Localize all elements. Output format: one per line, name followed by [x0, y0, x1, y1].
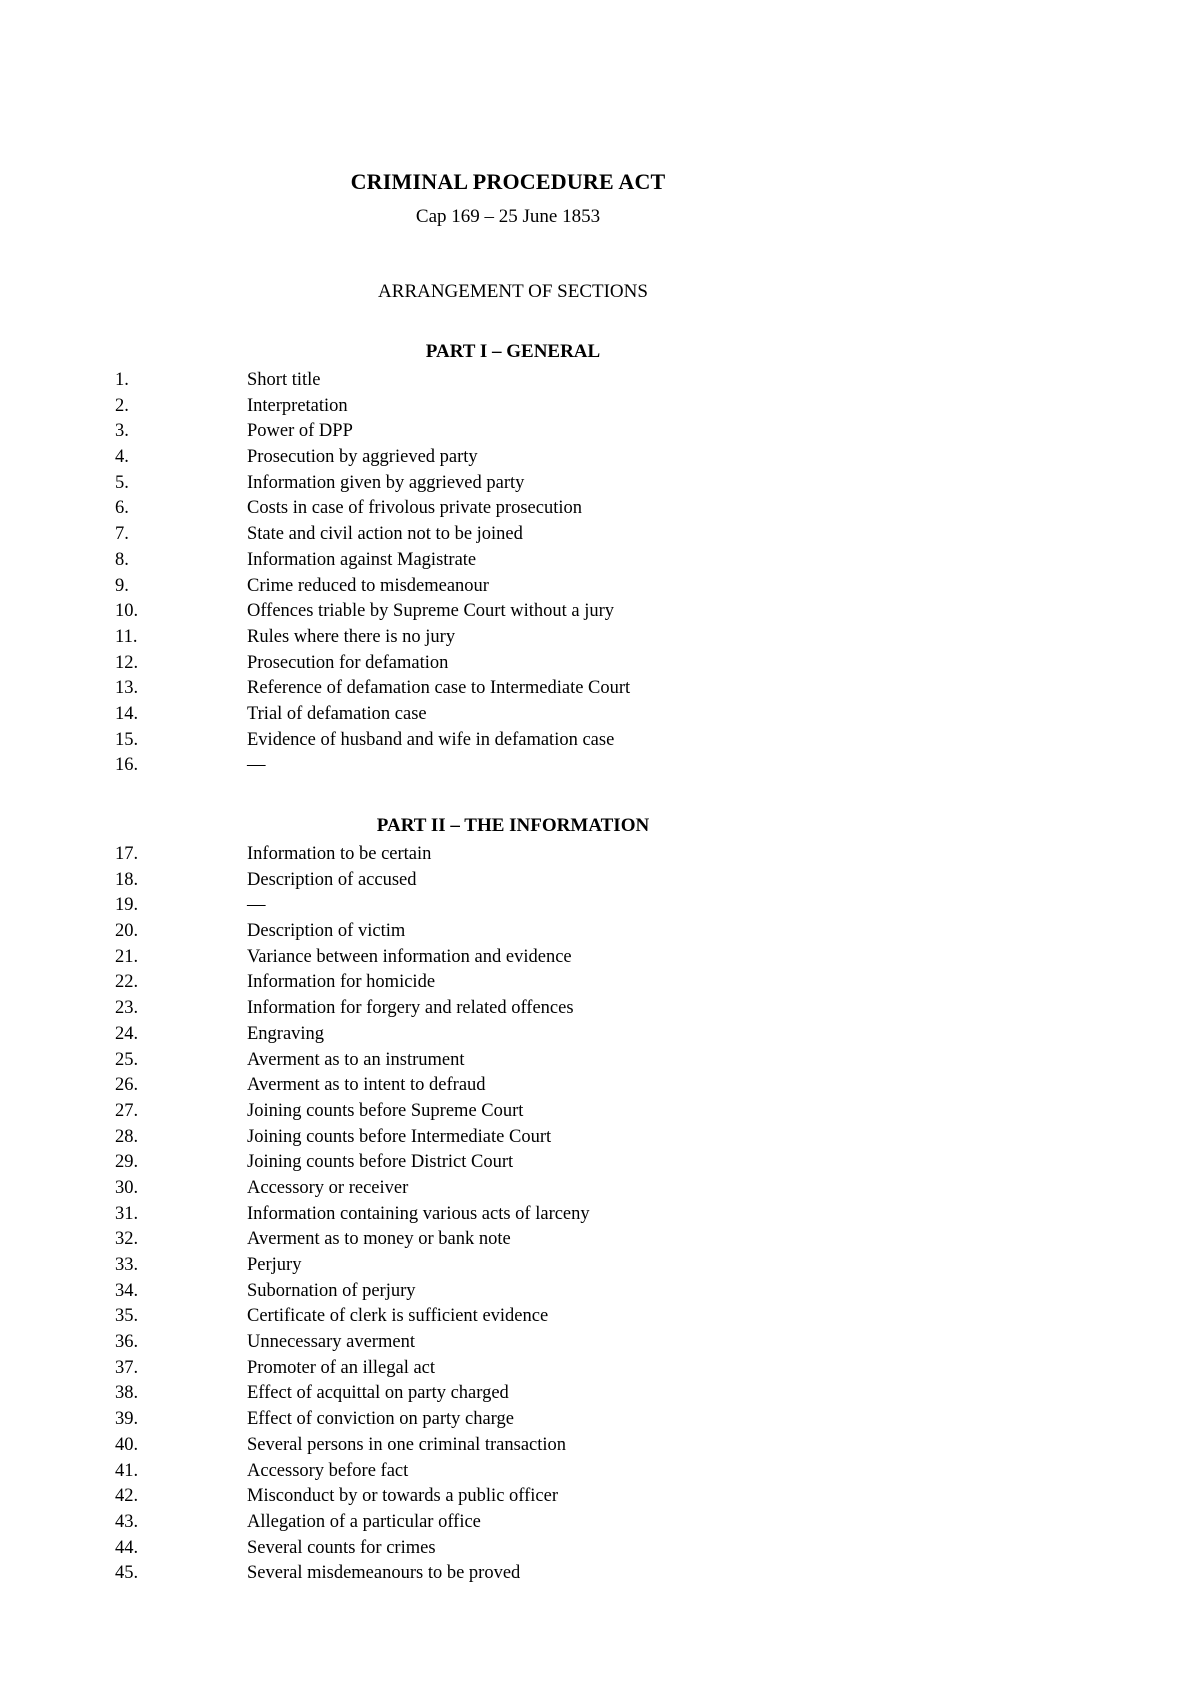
section-entry — [115, 1022, 1015, 1048]
section-entry — [115, 1073, 1015, 1099]
section-number: 38. — [115, 1383, 139, 1404]
section-entry — [115, 1099, 1015, 1125]
section-entry — [115, 1125, 1015, 1151]
section-title: Certificate of clerk is sufficient evidence — [247, 1306, 549, 1327]
part-heading: PART I – GENERAL — [425, 341, 601, 362]
section-title: Several counts for crimes — [247, 1537, 436, 1558]
section-number: 39. — [115, 1409, 139, 1430]
section-entry — [115, 996, 1015, 1022]
section-entry — [115, 625, 1015, 651]
section-number: 14. — [115, 703, 139, 724]
section-entry — [115, 651, 1015, 677]
section-entry — [115, 574, 1015, 600]
section-entry — [115, 1176, 1015, 1202]
section-number: 36. — [115, 1332, 139, 1353]
section-number: 17. — [115, 844, 139, 864]
section-title: Averment as to an instrument — [247, 1049, 465, 1070]
section-number: 35. — [115, 1306, 139, 1327]
section-entry — [115, 1048, 1015, 1074]
section-number: 23. — [115, 998, 139, 1019]
section-number: 8. — [115, 549, 129, 570]
section-entry — [115, 1356, 1015, 1382]
section-title: Information given by aggrieved party — [247, 472, 525, 493]
section-title: Information to be certain — [247, 844, 432, 864]
section-entry — [115, 1279, 1015, 1305]
section-title: State and civil action not to be joined — [247, 524, 523, 545]
section-entry — [115, 676, 1015, 702]
section-entry — [115, 548, 1015, 574]
section-number: 44. — [115, 1537, 139, 1558]
section-number: 41. — [115, 1460, 139, 1481]
section-entry — [115, 599, 1015, 625]
section-title: — — [247, 895, 266, 916]
document-subtitle: Cap 169 – 25 June 1853 — [415, 206, 601, 227]
section-title: Joining counts before Supreme Court — [247, 1100, 524, 1121]
section-title: Averment as to money or bank note — [247, 1229, 511, 1250]
section-title: Prosecution for defamation — [247, 652, 449, 673]
section-title: Averment as to intent to defraud — [247, 1075, 486, 1096]
section-title: Unnecessary averment — [247, 1332, 415, 1353]
section-number: 9. — [115, 575, 129, 596]
section-entry — [115, 753, 1015, 779]
section-number: 34. — [115, 1280, 139, 1301]
section-number: 43. — [115, 1511, 139, 1532]
section-number: 25. — [115, 1049, 139, 1070]
section-title: Costs in case of frivolous private prosecution — [247, 498, 582, 519]
section-number: 30. — [115, 1177, 139, 1198]
section-title: Promoter of an illegal act — [247, 1357, 436, 1378]
section-title: Perjury — [247, 1255, 302, 1275]
section-entry — [115, 1459, 1015, 1485]
section-number: 29. — [115, 1152, 139, 1173]
section-entry — [115, 1407, 1015, 1433]
section-entry — [115, 1150, 1015, 1176]
section-number: 11. — [115, 626, 138, 647]
section-title: Description of victim — [247, 921, 406, 942]
section-number: 24. — [115, 1023, 139, 1044]
section-number: 3. — [115, 421, 129, 442]
section-number: 42. — [115, 1486, 139, 1507]
section-title: Subornation of perjury — [247, 1280, 416, 1301]
arrangement-heading: ARRANGEMENT OF SECTIONS — [378, 281, 648, 302]
section-number: 10. — [115, 601, 139, 622]
section-number: 5. — [115, 472, 129, 493]
section-number: 32. — [115, 1229, 139, 1250]
section-number: 40. — [115, 1434, 139, 1455]
section-entry — [115, 445, 1015, 471]
section-title: Description of accused — [247, 869, 417, 890]
section-entry — [115, 868, 1015, 894]
section-entry — [115, 970, 1015, 996]
section-title: Accessory before fact — [247, 1460, 409, 1481]
section-title: Misconduct by or towards a public officer — [247, 1486, 558, 1507]
section-title: Joining counts before District Court — [247, 1152, 514, 1173]
section-number: 2. — [115, 395, 129, 416]
section-number: 15. — [115, 729, 139, 750]
section-entry — [115, 919, 1015, 945]
section-number: 33. — [115, 1255, 139, 1275]
section-number: 19. — [115, 895, 139, 916]
section-number: 22. — [115, 972, 139, 993]
section-number: 4. — [115, 447, 129, 468]
section-number: 31. — [115, 1203, 139, 1224]
document-title: CRIMINAL PROCEDURE ACT — [350, 169, 666, 194]
section-number: 18. — [115, 869, 139, 890]
section-entry — [115, 945, 1015, 971]
section-title: Information against Magistrate — [247, 549, 477, 570]
section-entry — [115, 893, 1015, 919]
section-list — [115, 842, 1015, 1587]
section-number: 20. — [115, 921, 139, 942]
section-entry — [115, 1381, 1015, 1407]
section-list — [115, 368, 1015, 779]
section-title: Joining counts before Intermediate Court — [247, 1126, 552, 1147]
section-title: Trial of defamation case — [247, 703, 427, 724]
section-entry — [115, 368, 1015, 394]
section-number: 16. — [115, 755, 139, 776]
section-entry — [115, 1304, 1015, 1330]
section-entry — [115, 1510, 1015, 1536]
section-entry — [115, 496, 1015, 522]
section-entry — [115, 1433, 1015, 1459]
section-number: 28. — [115, 1126, 139, 1147]
section-number: 37. — [115, 1357, 139, 1378]
section-title: Information for homicide — [247, 972, 436, 993]
section-entry — [115, 1253, 1015, 1279]
section-title: Accessory or receiver — [247, 1177, 409, 1198]
section-entry — [115, 1227, 1015, 1253]
section-number: 26. — [115, 1075, 139, 1096]
section-number: 1. — [115, 370, 129, 390]
section-title: Several persons in one criminal transaction — [247, 1434, 567, 1455]
section-number: 12. — [115, 652, 139, 673]
section-title: Allegation of a particular office — [247, 1511, 481, 1532]
section-entry — [115, 728, 1015, 754]
section-title: Effect of acquittal on party charged — [247, 1383, 509, 1404]
section-title: Effect of conviction on party charge — [247, 1409, 514, 1430]
section-number: 7. — [115, 524, 129, 545]
section-entry — [115, 1484, 1015, 1510]
section-title: Short title — [247, 370, 321, 390]
section-entry — [115, 1202, 1015, 1228]
section-title: Information for forgery and related offences — [247, 998, 574, 1019]
section-number: 21. — [115, 946, 139, 967]
section-entry — [115, 1536, 1015, 1562]
section-title: Evidence of husband and wife in defamation case — [247, 729, 615, 750]
section-title: Crime reduced to misdemeanour — [247, 575, 489, 596]
section-entry — [115, 1561, 1015, 1587]
section-title: Variance between information and evidence — [247, 946, 572, 967]
section-number: 45. — [115, 1563, 139, 1584]
section-title: Rules where there is no jury — [247, 626, 456, 647]
section-title: Interpretation — [247, 395, 348, 416]
section-entry — [115, 702, 1015, 728]
section-entry — [115, 1330, 1015, 1356]
section-number: 27. — [115, 1100, 139, 1121]
section-entry — [115, 842, 1015, 868]
section-number: 13. — [115, 678, 139, 699]
section-title: Prosecution by aggrieved party — [247, 447, 478, 468]
section-title: — — [247, 755, 266, 776]
section-title: Engraving — [247, 1023, 325, 1044]
section-title: Offences triable by Supreme Court without a jury — [247, 601, 615, 622]
section-title: Reference of defamation case to Intermediate Court — [247, 678, 631, 699]
section-title: Power of DPP — [247, 421, 353, 442]
section-title: Information containing various acts of larceny — [247, 1203, 590, 1224]
section-number: 6. — [115, 498, 129, 519]
part-heading: PART II – THE INFORMATION — [376, 815, 650, 836]
section-title: Several misdemeanours to be proved — [247, 1563, 521, 1584]
section-entry — [115, 394, 1015, 420]
section-entry — [115, 522, 1015, 548]
section-entry — [115, 471, 1015, 497]
section-entry — [115, 419, 1015, 445]
